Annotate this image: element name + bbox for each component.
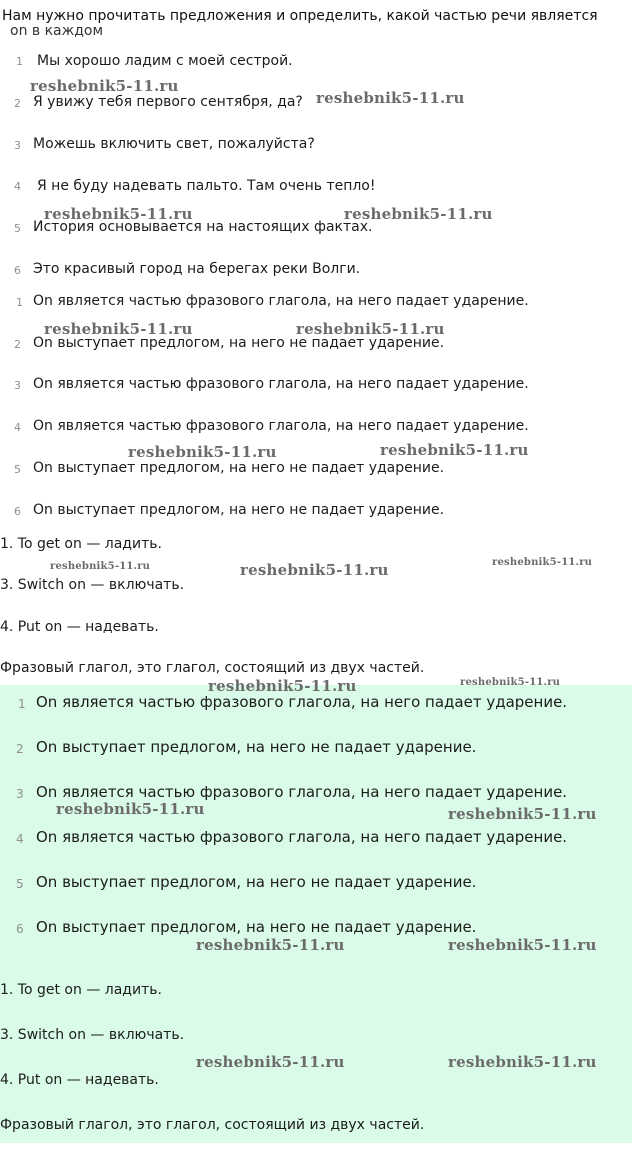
answer-number: 2 xyxy=(16,742,24,756)
answer-number: 1 xyxy=(16,296,23,309)
watermark: reshebnik5-11.ru xyxy=(56,800,205,818)
task-intro: Нам нужно прочитать предложения и определить, какой частью речи является xyxy=(2,8,598,24)
sentence-number: 4 xyxy=(14,180,21,193)
answer-text: On является частью фразового глагола, на него падает ударение. xyxy=(36,828,568,846)
sentence-number: 2 xyxy=(14,97,21,110)
answer-number: 4 xyxy=(14,421,21,434)
answer-number: 2 xyxy=(14,338,21,351)
task-intro-cut-line xyxy=(10,23,160,39)
phrasal-verb-item: 1. To get on — ладить. xyxy=(0,982,162,998)
watermark: reshebnik5-11.ru xyxy=(196,936,345,954)
watermark: reshebnik5-11.ru xyxy=(128,443,277,461)
definition-text: Фразовый глагол, это глагол, состоящий из двух частей. xyxy=(0,660,425,676)
answer-text: On выступает предлогом, на него не падает ударение. xyxy=(36,918,477,936)
answer-text: On выступает предлогом, на него не падает ударение. xyxy=(36,873,477,891)
answer-text: On является частью фразового глагола, на него падает ударение. xyxy=(33,293,529,309)
watermark: reshebnik5-11.ru xyxy=(448,1053,597,1071)
sentence-text: Можешь включить свет, пожалуйста? xyxy=(33,136,315,152)
sentence-text: Мы хорошо ладим с моей сестрой. xyxy=(37,53,293,69)
sentence-number: 3 xyxy=(14,139,21,152)
sentence-number: 1 xyxy=(16,55,23,68)
answer-number: 5 xyxy=(14,463,21,476)
answer-text: On выступает предлогом, на него не падает ударение. xyxy=(36,738,477,756)
answer-text: On выступает предлогом, на него не падает ударение. xyxy=(33,460,445,476)
answer-text: On выступает предлогом, на него не падает ударение. xyxy=(33,335,445,351)
answer-text: On является частью фразового глагола, на него падает ударение. xyxy=(33,376,529,392)
watermark: reshebnik5-11.ru xyxy=(492,557,593,568)
watermark: reshebnik5-11.ru xyxy=(44,320,193,338)
watermark: reshebnik5-11.ru xyxy=(50,561,151,572)
answer-number: 3 xyxy=(16,787,24,801)
answer-number: 1 xyxy=(18,697,26,711)
answer-number: 3 xyxy=(14,379,21,392)
phrasal-verb-item: 4. Put on — надевать. xyxy=(0,619,159,635)
watermark: reshebnik5-11.ru xyxy=(208,677,357,695)
watermark: reshebnik5-11.ru xyxy=(316,89,465,107)
watermark: reshebnik5-11.ru xyxy=(196,1053,345,1071)
watermark: reshebnik5-11.ru xyxy=(344,205,493,223)
sentence-number: 6 xyxy=(14,264,21,277)
phrasal-verb-item: 4. Put on — надевать. xyxy=(0,1072,159,1088)
sentence-text: Я не буду надевать пальто. Там очень тепло! xyxy=(37,178,376,194)
watermark: reshebnik5-11.ru xyxy=(448,936,597,954)
watermark: reshebnik5-11.ru xyxy=(44,205,193,223)
watermark: reshebnik5-11.ru xyxy=(240,561,389,579)
phrasal-verb-item: 3. Switch on — включать. xyxy=(0,577,185,593)
answer-text: On является частью фразового глагола, на него падает ударение. xyxy=(36,693,568,711)
sentence-text: Это красивый город на берегах реки Волги. xyxy=(33,261,361,277)
answer-number: 6 xyxy=(14,505,21,518)
watermark: reshebnik5-11.ru xyxy=(30,77,179,95)
answer-text: On является частью фразового глагола, на него падает ударение. xyxy=(36,783,568,801)
answer-number: 5 xyxy=(16,877,24,891)
watermark: reshebnik5-11.ru xyxy=(380,441,529,459)
sentence-number: 5 xyxy=(14,222,21,235)
answer-text: On выступает предлогом, на него не падает ударение. xyxy=(33,502,445,518)
definition-text: Фразовый глагол, это глагол, состоящий из двух частей. xyxy=(0,1117,425,1133)
answer-text: On является частью фразового глагола, на него падает ударение. xyxy=(33,418,529,434)
phrasal-verb-item: 1. To get on — ладить. xyxy=(0,536,162,552)
task-intro-cut-text: on в каждом xyxy=(10,23,104,39)
phrasal-verb-item: 3. Switch on — включать. xyxy=(0,1027,185,1043)
answer-number: 4 xyxy=(16,832,24,846)
watermark: reshebnik5-11.ru xyxy=(460,677,561,688)
watermark: reshebnik5-11.ru xyxy=(448,805,597,823)
sentence-text: История основывается на настоящих фактах. xyxy=(33,219,373,235)
answer-number: 6 xyxy=(16,922,24,936)
watermark: reshebnik5-11.ru xyxy=(296,320,445,338)
sentence-text: Я увижу тебя первого сентября, да? xyxy=(33,94,303,110)
